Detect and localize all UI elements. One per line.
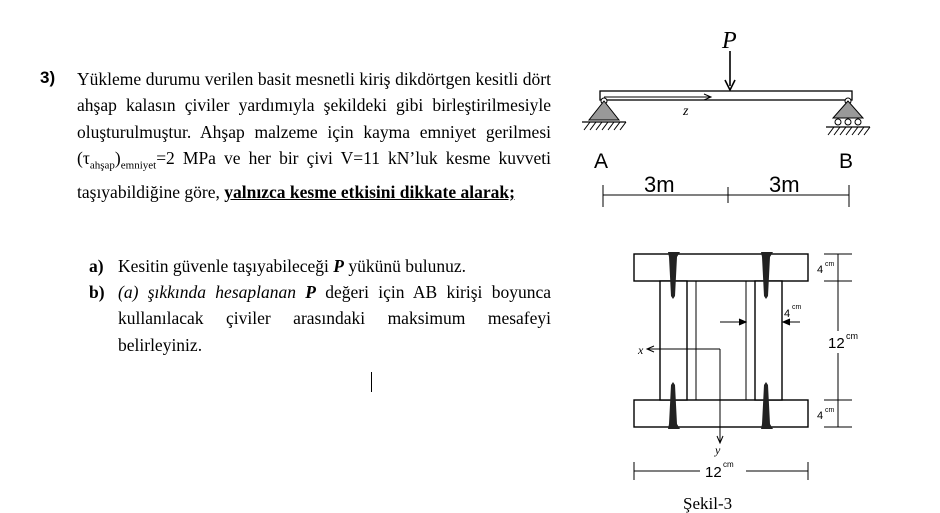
bottom-thickness-unit: cm <box>825 407 835 414</box>
subscript-emniyet: emniyet <box>120 159 157 172</box>
web-height-value: 12 <box>828 335 845 352</box>
part-a-symbol: P <box>333 256 344 276</box>
y-axis-label: y <box>715 443 721 457</box>
left-web-plank <box>660 281 687 400</box>
support-b-roller-1 <box>835 119 841 125</box>
width-value: 12 <box>705 464 722 481</box>
part-b-label: b) <box>89 282 105 302</box>
question-number: 3) <box>40 68 56 87</box>
beam-figure <box>560 20 890 220</box>
web-dim-value: 4 <box>784 308 791 320</box>
part-a-text-post: yükünü bulunuz. <box>343 256 466 276</box>
part-a-label: a) <box>89 256 104 276</box>
part-b-text-post: değeri için AB kirişi boyunca kullanılacak çiviler arasındaki maksimum mesafeyi belirleyiniz. <box>118 282 551 355</box>
span-right-label: 3m <box>769 172 800 197</box>
support-a-triangle <box>589 101 619 120</box>
span-left-label: 3m <box>644 172 675 197</box>
beam <box>600 91 852 100</box>
question-emphasis: yalnızca kesme etkisini dikkate alarak; <box>224 181 515 202</box>
support-b-roller-2 <box>845 119 851 125</box>
top-plank <box>634 254 808 281</box>
width-unit: cm <box>723 460 734 469</box>
top-thickness-unit: cm <box>825 261 835 268</box>
z-axis-label: z <box>683 104 689 119</box>
support-b-label: B <box>839 150 854 173</box>
web-height-unit: cm <box>846 331 858 341</box>
question-text-part1: Yükleme durumu verilen basit mesnetli kiriş dikdörtgen kesitli dört ahşap kalasın çiviler yardımıyla şekildeki gibi birleştirilmesiyle oluşturulmuştur. Ahşap malzeme için kayma emniyet gerilmesi (τ <box>77 69 551 168</box>
part-b <box>89 279 551 358</box>
support-b-hatch <box>828 127 870 135</box>
question-text-part2: =2 MPa ve her bir çivi V=11 kN’luk kesme kuvveti taşıyabildiğine göre, <box>77 147 551 202</box>
part-b-symbol: P <box>305 282 316 302</box>
text-cursor <box>371 372 372 392</box>
question-text <box>77 66 551 205</box>
web-dim-unit: cm <box>792 304 802 311</box>
load-label: P <box>722 28 737 54</box>
top-thickness-value: 4 <box>817 264 824 276</box>
figure-caption: Şekil-3 <box>683 494 733 513</box>
bottom-thickness-value: 4 <box>817 410 824 422</box>
support-b-triangle <box>833 101 863 118</box>
bottom-plank <box>634 400 808 427</box>
cross-section-figure <box>600 240 880 513</box>
x-axis-label: x <box>638 343 644 357</box>
part-a <box>89 253 551 279</box>
support-a-hatch <box>584 122 626 130</box>
web-dim-arrowhead-left <box>739 319 746 325</box>
paren-close: ) <box>114 147 121 168</box>
support-a-label: A <box>594 150 609 173</box>
part-b-text-pre: (a) şıkkında hesaplanan <box>118 282 306 302</box>
subscript-ahsap: ahşap <box>89 159 115 172</box>
support-b-roller-3 <box>855 119 861 125</box>
part-a-text-pre: Kesitin güvenle taşıyabileceği <box>118 256 334 276</box>
right-web-plank <box>755 281 782 400</box>
